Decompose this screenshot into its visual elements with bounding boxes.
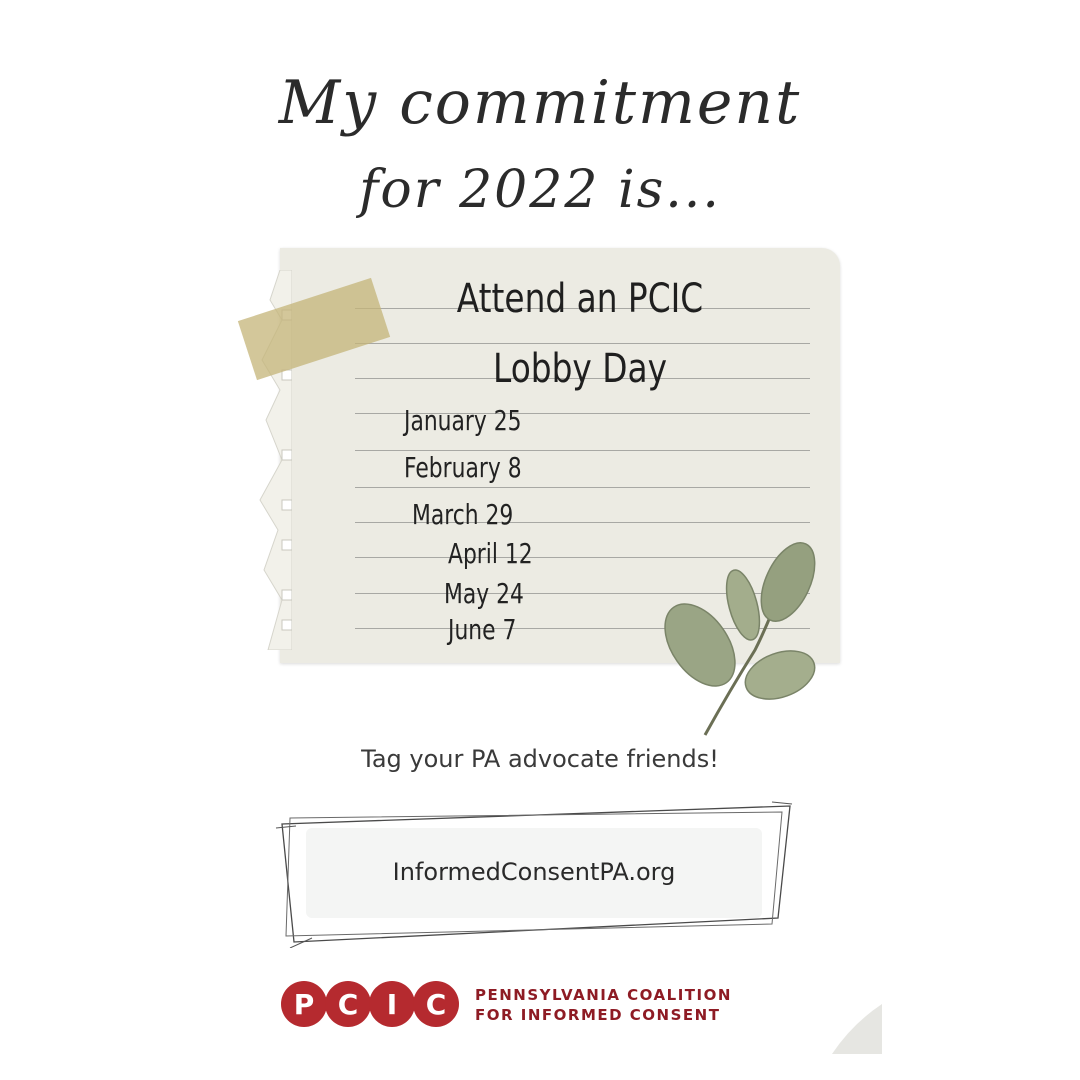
headline-line-2: for 2022 is... <box>359 160 721 220</box>
note-title-line-1: Attend an PCIC <box>456 276 704 322</box>
logo-letter: P <box>293 988 315 1021</box>
paper-texture-icon <box>822 1004 882 1054</box>
ruled-line <box>355 487 810 488</box>
date-item: May 24 <box>444 577 524 610</box>
logo-letter: I <box>386 988 398 1021</box>
leaf-sprig-icon <box>660 540 820 740</box>
date-item: March 29 <box>412 498 514 531</box>
org-name-line-1: PENNSYLVANIA COALITION <box>475 986 732 1004</box>
date-item: April 12 <box>448 537 533 570</box>
headline-line-1: My commitment <box>278 68 802 138</box>
date-item: January 25 <box>404 404 522 437</box>
date-item: June 7 <box>448 613 517 646</box>
tagline: Tag your PA advocate friends! <box>361 745 719 773</box>
ruled-line <box>355 343 810 344</box>
note-title-line-2: Lobby Day <box>492 346 668 392</box>
org-name-line-2: FOR INFORMED CONSENT <box>475 1006 721 1024</box>
website-link[interactable]: InformedConsentPA.org <box>392 858 676 886</box>
date-item: February 8 <box>404 451 522 484</box>
logo-letter: C <box>425 988 447 1021</box>
logo-letter: C <box>337 988 359 1021</box>
pcic-logo <box>280 978 460 1030</box>
